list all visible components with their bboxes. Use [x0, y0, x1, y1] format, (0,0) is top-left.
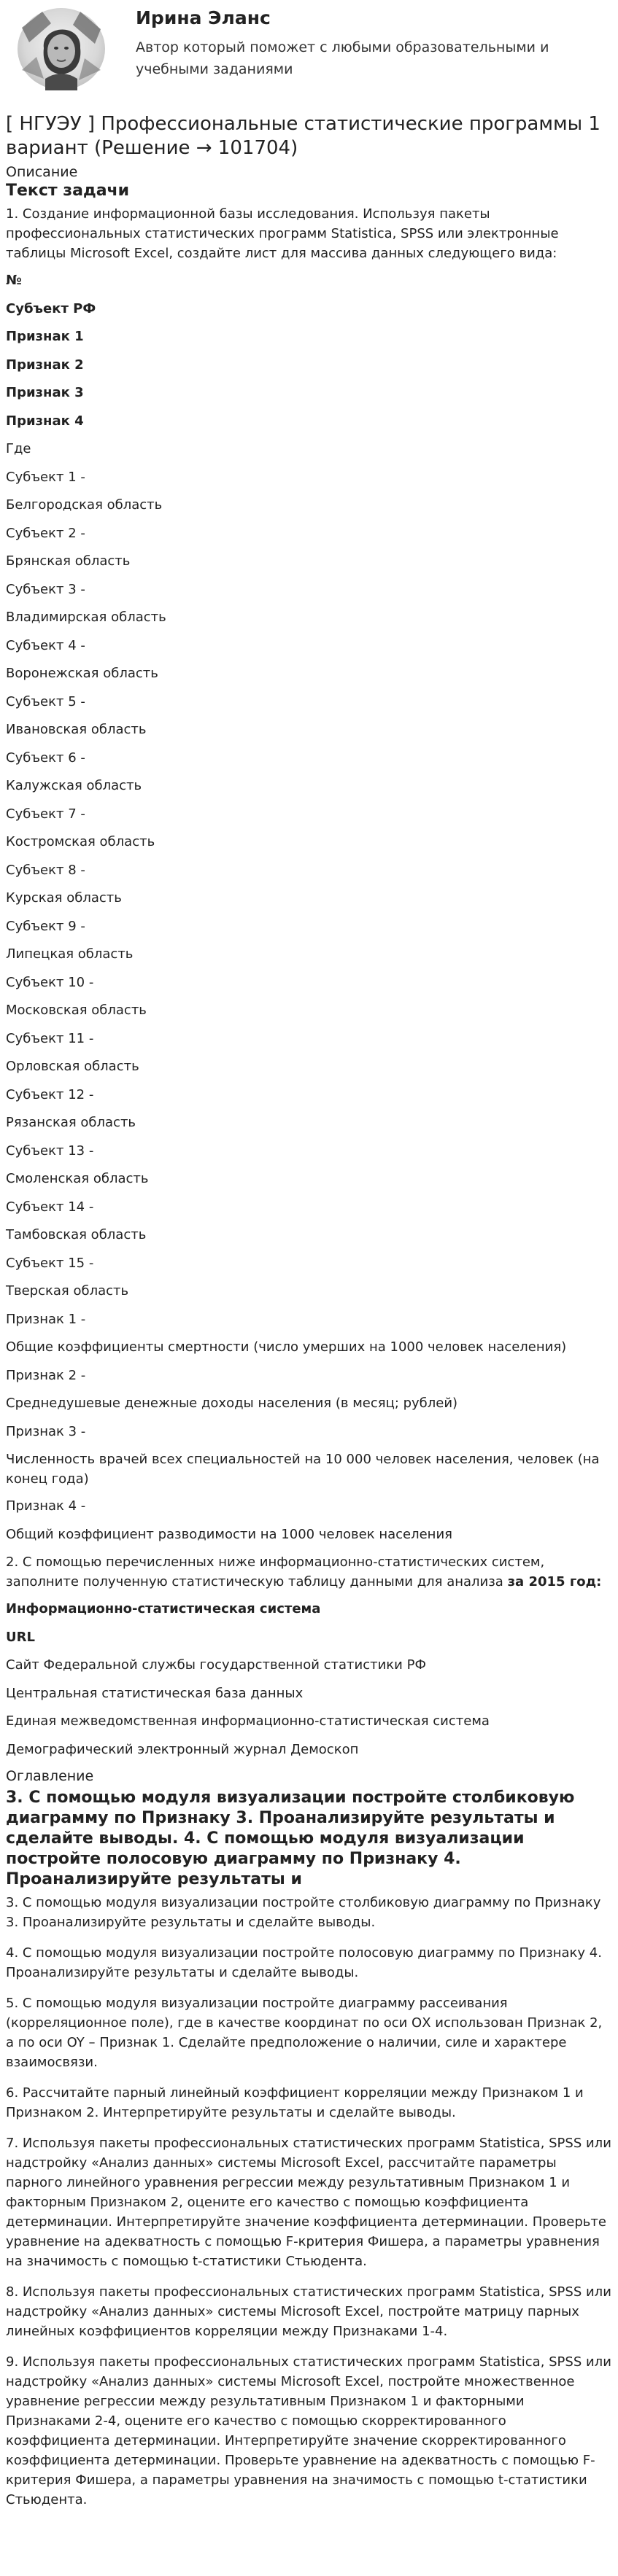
task-intro: 1. Создание информационной базы исследования. Используя пакеты профессиональных статистических программ Statistica, SPSS или электронные таблицы Microsoft Excel, создайте лист для массива данных следующего вида:: [6, 206, 559, 261]
feature-value: Общие коэффициенты смертности (число умерших на 1000 человек населения): [6, 1339, 567, 1355]
table-header-feature-1: Признак 1: [6, 329, 84, 344]
table-header-subject: Субъект РФ: [6, 300, 96, 316]
feature-value: Среднедушевые денежные доходы населения (в месяц; рублей): [6, 1396, 458, 1411]
system-item: Центральная статистическая база данных: [6, 1685, 304, 1701]
subject-value: Брянская область: [6, 553, 131, 569]
toc-label: Оглавление: [6, 1768, 94, 1784]
subject-value: Тамбовская область: [6, 1227, 147, 1242]
subject-label: Субъект 3 -: [6, 581, 85, 597]
author-avatar[interactable]: [7, 6, 115, 92]
subject-value: Белгородская область: [6, 497, 163, 513]
page-title: [ НГУЭУ ] Профессиональные статистические программы 1 вариант (Решение → 101704): [6, 113, 600, 159]
subject-label: Субъект 10 -: [6, 974, 94, 990]
toc-list: [6, 1893, 612, 2510]
author-card: [6, 0, 612, 96]
subject-value: Тверская область: [6, 1283, 129, 1299]
description-label: Описание: [6, 164, 78, 180]
subject-value: Владимирская область: [6, 610, 166, 625]
toc-item: 8. Используя пакеты профессиональных статистических программ Statistica, SPSS или надстройку «Анализ данных» системы Microsoft Excel, постройте матрицу парных линейных коэффициентов корреляции между Признаками 1-4.: [6, 2284, 611, 2339]
table-header-list: [6, 271, 612, 439]
toc-item: 9. Используя пакеты профессиональных статистических программ Statistica, SPSS или надстройку «Анализ данных» системы Microsoft Excel, постройте множественное уравнение регрессии между результативным Признаком 1 и факторными Признаками 2-4, оцените его качество с помощью скорректированного коэффициента детерминации. Интерпретируйте значение скорректированного коэффициента детерминации. Проверьте уравнение на адекватность с помощью F-критерия Фишера, а параметры уравнения на значимость с помощью t-статистики Стьюдента.: [6, 2354, 611, 2507]
subject-list: [6, 467, 612, 1310]
table-header-feature-3: Признак 3: [6, 385, 84, 400]
subject-value: Московская область: [6, 1003, 147, 1018]
subject-value: Калужская область: [6, 778, 142, 793]
subject-value: Орловская область: [6, 1059, 139, 1074]
feature-label: Признак 2 -: [6, 1367, 86, 1383]
task-2-year: за 2015 год:: [507, 1574, 602, 1589]
toc-item: 5. С помощью модуля визуализации постройте диаграмму рассеивания (корреляционное поле), где в качестве координат по оси ОХ использован Признак 2, а по оси OY – Признак 1. Сделайте предположение о наличии, силе и характере взаимосвязи.: [6, 1996, 603, 2070]
system-item: Сайт Федеральной службы государственной статистики РФ: [6, 1657, 426, 1673]
feature-label: Признак 4 -: [6, 1498, 86, 1514]
subject-label: Субъект 8 -: [6, 862, 85, 878]
feature-list: [6, 1310, 612, 1553]
subject-label: Субъект 12 -: [6, 1086, 94, 1102]
feature-value: Общий коэффициент разводимости на 1000 человек населения: [6, 1526, 452, 1542]
subject-value: Липецкая область: [6, 946, 134, 962]
feature-label: Признак 1 -: [6, 1311, 86, 1327]
task-2-body: 2. С помощью перечисленных ниже информационно-статистических систем, заполните полученную статистическую таблицу данными для анализа: [6, 1554, 545, 1589]
toc-item: 3. С помощью модуля визуализации постройте столбиковую диаграмму по Признаку 3. Проанализируйте результаты и сделайте выводы.: [6, 1895, 601, 1930]
systems-list: [6, 1599, 612, 1767]
subject-label: Субъект 15 -: [6, 1255, 94, 1271]
subject-label: Субъект 11 -: [6, 1030, 94, 1046]
task-heading: Текст задачи: [6, 182, 130, 200]
author-name[interactable]: Ирина Эланс: [136, 7, 271, 28]
subject-label: Субъект 9 -: [6, 918, 85, 934]
subject-value: Воронежская область: [6, 666, 158, 681]
toc-item: 4. С помощью модуля визуализации постройте полосовую диаграмму по Признаку 4. Проанализируйте результаты и сделайте выводы.: [6, 1945, 602, 1980]
system-item: Единая межведомственная информационно-статистическая система: [6, 1713, 490, 1729]
toc-item: 7. Используя пакеты профессиональных статистических программ Statistica, SPSS или надстройку «Анализ данных» системы Microsoft Excel, рассчитайте параметры парного линейного уравнения регрессии между результативным Признаком 1 и факторным Признаком 2, оцените его качество с помощью коэффициента детерминации. Интерпретируйте значение коэффициента детерминации. Проверьте уравнение на адекватность с помощью F-критерия Фишера, а параметры уравнения на значимость с помощью t-статистики Стьюдента.: [6, 2136, 611, 2269]
subject-label: Субъект 4 -: [6, 637, 85, 653]
task-2-text: [6, 1552, 612, 1592]
subject-label: Субъект 6 -: [6, 750, 85, 766]
table-header-feature-4: Признак 4: [6, 413, 84, 429]
where-label: Где: [6, 441, 31, 456]
system-item: Демографический электронный журнал Демоскоп: [6, 1741, 359, 1757]
feature-label: Признак 3 -: [6, 1423, 86, 1439]
subject-label: Субъект 7 -: [6, 806, 85, 822]
systems-header-url: URL: [6, 1629, 35, 1645]
subject-value: Ивановская область: [6, 722, 147, 737]
subject-value: Костромская область: [6, 834, 155, 849]
author-description: Автор который поможет с любыми образовательными и учебными заданиями: [136, 39, 549, 77]
table-header-number: №: [6, 273, 22, 288]
subject-label: Субъект 1 -: [6, 469, 85, 485]
systems-header-system: Информационно-статистическая система: [6, 1601, 321, 1616]
subject-value: Рязанская область: [6, 1115, 136, 1130]
subject-label: Субъект 2 -: [6, 525, 85, 541]
subject-value: Курская область: [6, 890, 122, 906]
subject-label: Субъект 14 -: [6, 1199, 94, 1215]
subject-value: Смоленская область: [6, 1171, 149, 1186]
table-header-feature-2: Признак 2: [6, 357, 84, 373]
subject-label: Субъект 13 -: [6, 1143, 94, 1159]
toc-item: 6. Рассчитайте парный линейный коэффициент корреляции между Признаком 1 и Признаком 2. Интерпретируйте результаты и сделайте выводы.: [6, 2085, 584, 2120]
feature-value: Численность врачей всех специальностей на 10 000 человек населения, человек (на конец года): [6, 1452, 600, 1487]
toc-heading: 3. С помощью модуля визуализации постройте столбиковую диаграмму по Признаку 3. Проанализируйте результаты и сделайте выводы. 4. С помощью модуля визуализации постройте полосовую диаграмму по Признаку 4. Проанализируйте результаты и: [6, 1789, 575, 1888]
author-info: [136, 6, 573, 80]
subject-label: Субъект 5 -: [6, 693, 85, 709]
